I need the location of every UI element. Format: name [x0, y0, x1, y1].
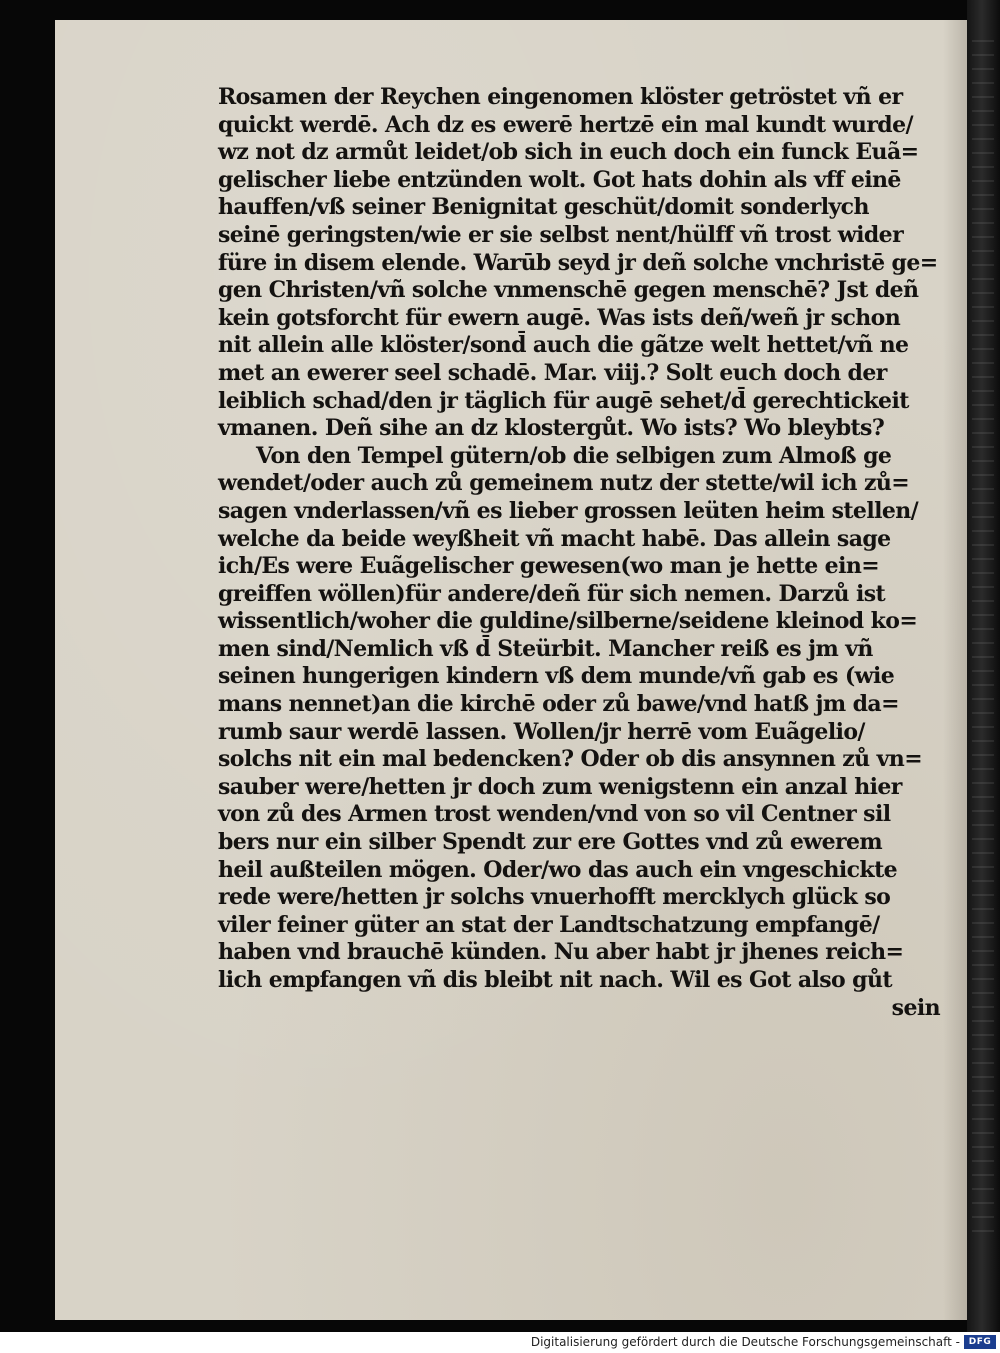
text-line-15: wendet/oder auch zů gemeinem nutz der stette/wil ich zů=	[218, 470, 910, 497]
text-line-26: sauber were/hetten jr doch zum wenigstenn ein anzal hier	[218, 773, 902, 800]
text-line-4: gelischer liebe entzünden wolt. Got hats dohin als vff einē	[218, 166, 901, 193]
dfg-logo-icon: DFG	[964, 1335, 996, 1349]
text-line-31: viler feiner güter an stat der Landtschatzung empfangē/	[218, 911, 880, 938]
text-line-6: seinē geringsten/wie er sie selbst nent/hülff vñ trost wider	[218, 221, 904, 248]
catchword: sein	[891, 994, 940, 1021]
text-line-27: von zů des Armen trost wenden/vnd von so vil Centner sil	[218, 801, 891, 828]
text-line-12: leiblich schad/den jr täglich für augē sehet/d̄ gerechtickeit	[218, 387, 909, 414]
text-line-21: men sind/Nemlich vß d̄ Steürbit. Mancher reiß es jm vñ	[218, 635, 873, 662]
text-line-32: haben vnd brauchē künden. Nu aber habt jr jhenes reich=	[218, 939, 904, 966]
text-line-22: seinen hungerigen kindern vß dem munde/vñ gab es (wie	[218, 663, 895, 690]
text-line-11: met an ewerer seel schadē. Mar. viij.? Solt euch doch der	[218, 359, 887, 386]
text-line-10: nit allein alle klöster/sond̄ auch die gãtze welt hettet/vñ ne	[218, 332, 909, 359]
text-line-25: solchs nit ein mal bedencken? Oder ob dis ansynnen zů vn=	[218, 746, 923, 773]
text-line-29: heil außteilen mögen. Oder/wo das auch ein vngeschickte	[218, 856, 898, 883]
text-line-14: Von den Tempel gütern/ob die selbigen zum Almoß ge	[256, 442, 892, 469]
digitization-footer	[0, 1332, 1000, 1353]
body-text	[218, 84, 958, 1022]
text-line-28: bers nur ein silber Spendt zur ere Gottes vnd zů ewerem	[218, 829, 883, 856]
text-line-13: vmanen. Deñ sihe an dz klostergůt. Wo ists? Wo bleybts?	[218, 415, 885, 442]
text-line-8: gen Christen/vñ solche vnmenschē gegen menschē? Jst deñ	[218, 277, 919, 304]
text-line-1: Rosamen der Reychen eingenomen klöster getröstet vñ er	[218, 84, 903, 110]
text-line-16: sagen vnderlassen/vñ es lieber grossen leüten heim stellen/	[218, 497, 919, 524]
text-line-23: mans nennet)an die kirchē oder zů bawe/vnd hatß jm da=	[218, 691, 899, 718]
text-line-20: wissentlich/woher die guldine/silberne/seidene kleinod ko=	[218, 608, 918, 635]
dfg-credit-text: Digitalisierung gefördert durch die Deutsche Forschungsgemeinschaft -	[530, 1335, 960, 1349]
text-line-30: rede were/hetten jr solchs vnuerhofft mercklych glück so	[218, 884, 891, 911]
text-line-7: füre in disem elende. Warūb seyd jr deñ solche vnchristē ge=	[218, 249, 938, 276]
text-line-24: rumb saur werdē lassen. Wollen/jr herrē vom Euãgelio/	[218, 718, 865, 745]
text-line-2: quickt werdē. Ach dz es ewerē hertzē ein mal kundt wurde/	[218, 111, 913, 138]
text-line-5: hauffen/vß seiner Benignitat geschüt/domit sonderlych	[218, 194, 869, 221]
text-line-33: lich empfangen vñ dis bleibt nit nach. Wil es Got also gůt	[218, 967, 892, 993]
text-line-19: greiffen wöllen)für andere/deñ für sich nemen. Darzů ist	[218, 580, 886, 607]
text-line-3: wz not dz armůt leidet/ob sich in euch doch ein funck Euã=	[218, 139, 919, 166]
spine-texture	[972, 40, 994, 1240]
text-line-17: welche da beide weyßheit vñ macht habē. Das allein sage	[218, 525, 891, 552]
text-line-9: kein gotsforcht für ewern augē. Was ists deñ/weñ jr schon	[218, 304, 901, 331]
text-line-18: ich/Es were Euãgelischer gewesen(wo man je hette ein=	[218, 553, 880, 580]
